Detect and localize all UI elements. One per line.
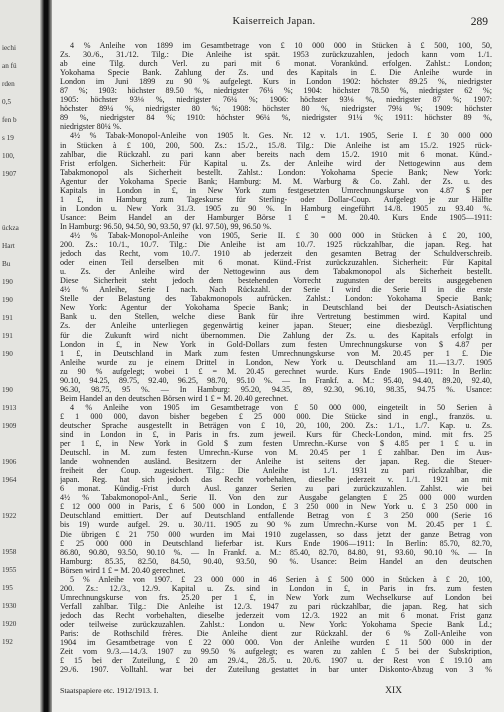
- text-line: Zs. 30./6., 31./12. Tilg.: Die Anleihe ist spät. 1953 zurückzuzahlen, jedoch kann vom 1./1.: [60, 50, 492, 60]
- page-footer: [60, 686, 492, 698]
- binding-fragment: 1920: [2, 620, 17, 628]
- binding-fragment: 191: [2, 332, 13, 340]
- text-line: sind in London in £, in Paris in frs. zum jeweil. Kurs für Check-London, mind. mit frs. 25: [60, 430, 492, 440]
- text-line: Agentur der Yokohama Specie Bank; Hamburg: M. M. Warburg & Co. Zahl. der Zs. u. des: [60, 176, 492, 186]
- text-line: in London u. New York 31./3. 1905 zu 90 %. In Hamburg eingeführt 14./8. 1905 zu 93.40 %.: [60, 203, 492, 213]
- text-line: zu 90 % aufgelegt; wobei 1 £ = M. 20.45 gerechnet wurde. Kurs Ende 1905—1911: In Berlin:: [60, 366, 492, 376]
- text-line: Börsen wird 1 £ = M. 20.40 gerechnet.: [60, 565, 186, 575]
- binding-fragment: fen b: [2, 116, 17, 124]
- signature-line: Staatspapiere etc. 1912/1913. I.: [60, 686, 159, 695]
- binding-fragment: 1930: [2, 602, 17, 610]
- binding-fragment: 0,5: [2, 98, 11, 106]
- text-line: £ 25 000 000 in Deutschland lieferbar ist. Kurs Ende 1906—1911: In Berlin: 85.70, 82.70,: [60, 538, 492, 548]
- text-line: 4½ % Tabak-Monopol-Anleihe von 1905 lt. Ges. Nr. 12 v. 1./1. 1905, Serie I. £ 30 000 000: [70, 131, 492, 141]
- text-line: Bank u. den Stellen, welche diese Bank für ihre Vertretung bestimmen wird. Kapital und: [60, 312, 492, 322]
- text-line: Usance: Beim Handel an der Hamburger Börse 1 £ = M. 20.40. Kurs Ende 1905—1911:: [60, 212, 492, 222]
- text-line: Frist erfolgen. Sicherheit: Für Kapital u. Zs. der Anleihe wird der Nettogewinn aus dem: [60, 158, 492, 168]
- text-line: niedrigster 80¼ %.: [60, 122, 122, 132]
- text-line: London im Juni 1899 zu 90 % aufgelegt. Kurs in London 1902: höchster 89.25 %, niedrigster: [60, 77, 492, 87]
- text-line: Tabakmonopol als Sicherheit bestellt. Zahlst.: London: Yokohama Specie Bank; New York:: [60, 167, 492, 177]
- binding-margin: [0, 0, 44, 712]
- binding-fragment: Hart: [2, 242, 15, 250]
- text-line: jedoch das Recht vorbehalten, dieselbe jederzeit vom 12./3. 1922 an mit 6 monat. Frist ganz: [60, 610, 492, 620]
- text-line: Umrechnungskurse von frs. 25.20 per 1 £, in New York zum Wechselkurse auf London bei: [60, 592, 492, 602]
- binding-fragment: s 19: [2, 134, 14, 142]
- text-line: 96.30, 98.75, 95 %. — In Hamburg: 95.20, 94.35, 89, 92.30, 96.10, 98.35, 94.75 %. Usance:: [60, 384, 492, 394]
- text-line: 1 £, in Hamburg zum Tageskurse für Sterling- oder Dollar-Coup. Aufgelegt je zur Hälfte: [60, 194, 492, 204]
- binding-fragment: 1907: [2, 170, 17, 178]
- sheet-signature: XIX: [385, 686, 402, 696]
- page-number: 289: [470, 16, 488, 28]
- binding-fragment: 1955: [2, 566, 17, 574]
- text-line: Deutschl. in M. zum festen Umrechn.-Kurse von M. 20.45 per 1 £ zahlbar. Den im Aus-: [60, 448, 492, 458]
- text-line: Diese Sicherheit steht jedoch dem bestehenden Vorrecht zugunsten der bereits ausgegebenen: [60, 276, 492, 286]
- binding-fragment: rden: [2, 80, 15, 88]
- binding-fragment: 190: [2, 350, 13, 358]
- text-line: 90.10, 94.25, 89.75, 92.40, 96.25, 98.70, 95.10 %. — In Frankf. a. M.: 95.40, 94.40, 89.20, 92.40,: [60, 375, 492, 385]
- text-line: Deutschland emittiert. Der auf Deutschland entfallende Betrag von £ 3 250 000 (Serie 16: [60, 511, 492, 521]
- text-line: jedoch das Recht, vom 10./7. 1910 ab jederzeit den gesamten Betrag der Schuldverschreib.: [60, 249, 492, 259]
- text-line: oder einen Teil derselben mit 6 monat. Künd.-Frist zurückzuzahlen. Sicherheit: Für Kapital: [60, 258, 492, 268]
- binding-fragment: 190: [2, 278, 13, 286]
- text-line: oder teilweise zurückzuzahlen. Zahlst.: London u. New York: Yokohama Specie Bank Ld.;: [60, 620, 492, 629]
- binding-fragment: 100,: [2, 152, 15, 160]
- text-line: Anleihe wurde zu je einem Drittel in London, New York u. Deutschland am 11.—13./7. 1905: [60, 357, 492, 367]
- binding-fragment: 1964: [2, 476, 17, 484]
- binding-fragment: Bu: [2, 260, 11, 268]
- text-line: 86.80, 90.80, 93.50, 90.10 %. — In Frankf. a. M.: 85.40, 82.70, 84.80, 91, 93.60, 90.10 %. — In: [60, 547, 492, 557]
- binding-fragment: ückza: [2, 224, 19, 232]
- text-line: £ 1 000 000, davon bisher begeben £ 25 000 000. Die Stücke sind in engl., französ. u.: [60, 411, 492, 421]
- binding-fragment: 190: [2, 296, 13, 304]
- text-line: 4 % Anleihe von 1905 im Gesamtbetrage von £ 50 000 000, eingeteilt in 50 Serien à: [70, 402, 492, 412]
- text-line: Kapitals in London in £, in New York zum festgesetzten Umrechnungskurse von 4.87 $ per: [60, 185, 492, 195]
- text-line: Paris: de Rothschild frères. Die Anleihe dient zur Rückzahl. der 6 % Zoll-Anleihe von: [60, 629, 492, 639]
- binding-fragment: iechi: [2, 44, 16, 52]
- text-line: japan. Reg. hat sich jedoch das Recht vorbehalten, dieselbe jederzeit v. 1./1. 1921 an mit: [60, 475, 492, 485]
- text-line: Zs. der Anleihe unterliegen gegenwärtig keiner japan. Steuer; eine diesbezügl. Verpflichtung: [60, 321, 492, 331]
- text-line: 4½ % Anleihe, Serie I nach. Nach Rückzahl. der Serie I wird die Serie II in die erste: [60, 285, 492, 295]
- binding-fragment: 1906: [2, 458, 17, 466]
- text-line: £ 12 000 000 in Paris, £ 6 500 000 in London, £ 3 250 000 in New York u. £ 3 250 000 in: [60, 502, 492, 512]
- text-line: höchster 89¼ %, niedrigster 80 %; 1908: höchster 80 %, niedrigster 79¼ %; 1909: höchster: [60, 104, 492, 114]
- text-line: in Stücken à £ 100, 200, 500. Zs.: 15./2., 15./8. Tilg.: Die Anleihe ist am 15./2. 1925 rück-: [60, 140, 492, 150]
- text-line: u. Zs. der Anleihe wird der Nettogewinn aus dem Tabakmonopol als Sicherheit bestellt.: [60, 267, 492, 277]
- text-line: für die Zukunft wird nicht übernommen. Die Zahlung der Zs. u. des Kapitals erfolgt in: [60, 330, 492, 340]
- text-line: 89 %, niedrigster 84 %; 1910: höchster 96¼ %, niedrigster 91¼ %; 1911: höchster 89 %,: [60, 113, 492, 123]
- binding-fragment: an fü: [2, 62, 17, 70]
- text-line: bis 19) wurde aufgel. 29. u. 30./11. 1905 zu 90 % zum Umrechn.-Kurse von M. 20.45 per 1 £.: [60, 520, 492, 530]
- text-line: deutscher Sprache ausgestellt in Beträgen von £ 10, 20, 100, 200. Zs.: 1./1., 1./7. Kap. u. Zs.: [60, 420, 492, 430]
- text-line: Stelle der Belastung des Tabakmonopols aufrücken. Zahlst.: London: Yokohama Specie Bank;: [60, 294, 492, 304]
- text-line: In Hamburg: 96.50, 94.50, 90, 93.50, 97 (kl. 97.50), 99, 96.50 %.: [60, 221, 272, 231]
- text-line: Yokohama Specie Bank. Zahlung der Zs. und des Kapitals in £. Die Anleihe wurde in: [60, 68, 492, 78]
- body-text: [60, 41, 492, 674]
- text-line: 1904 im Gesamtbetrage von £ 22 000 000. Von der Anleihe wurden £ 11 500 000 in der: [60, 638, 492, 648]
- text-line: Verfall zahlbar. Tilg.: Die Anleihe ist 12./3. 1947 zu pari rückzahlbar, die japan. Reg. hat sich: [60, 601, 492, 611]
- text-line: 200. Zs.: 12./3., 12./9. Kapital u. Zs. sind in London in £, in Paris in frs. zum festen: [60, 583, 492, 593]
- text-line: ab eine Tilg. durch Verl. zu pari mit 6 monat. Vorankünd. erfolgen. Zahlst.: London;: [60, 59, 492, 69]
- text-line: New York: Agentur der Yokohama Specie Bank; in Deutschland bei der Deutsch-Asiatischen: [60, 303, 492, 313]
- binding-fragment: 1913: [2, 404, 17, 412]
- running-head: [60, 16, 488, 30]
- text-line: zahlbar, die Rückzahl. zu pari kann aber bereits nach dem 15./2. 1910 mit 6 monat. Künd.-: [60, 149, 492, 159]
- text-line: London in £, in New York in Gold-Dollars zum festen Umrechnungskurse von $ 4.87 per: [60, 339, 492, 349]
- text-line: per 1 £, in New York in Gold $ zum festen Umrechn.-Kurse von $ 4.85 per 1 £ u. in: [60, 439, 492, 449]
- text-line: 1 £, in Deutschland in Mark zum festen Umrechnungskurse von M. 20.45 per 1 £. Die: [60, 348, 492, 358]
- binding-fragment: 1922: [2, 512, 17, 520]
- text-line: Zeit vom 9./3.—14./3. 1907 zu 99.50 % aufgelegt; es waren zu zahlen £ 5 bei der Subskription,: [60, 647, 492, 657]
- text-line: 4 % Anleihe von 1899 im Gesamtbetrage von £ 10 000 000 in Stücken à £ 500, 100, 50,: [70, 41, 492, 50]
- text-line: lande wohnenden ausländ. Besitzern der Anleihe ist seitens der japan. Reg. die Steuer-: [60, 457, 492, 467]
- binding-fragment: 1909: [2, 422, 17, 430]
- text-line: freiheit der Coup. zugesichert. Tilg.: Die Anleihe ist 1./1. 1931 zu pari rückzahlbar, die: [60, 466, 492, 476]
- text-line: Die übrigen £ 21 750 000 wurden im Mai 1910 zugelassen, so dass jetzt der ganze Betrag von: [60, 529, 492, 539]
- binding-fragment: 1958: [2, 548, 17, 556]
- text-line: Hamburg: 85.35, 82.50, 84.50, 90.40, 93.50, 90 %. Usance: Beim Handel an den deutschen: [60, 556, 492, 566]
- text-line: 5 % Anleihe von 1907. £ 23 000 000 in 46 Serien à £ 500 000 in Stücken à £ 20, 100,: [70, 574, 492, 584]
- text-line: 4½ % Tabak-Monopol-Anleihe von 1905, Serie II. £ 30 000 000 in Stücken à £ 20, 100,: [70, 230, 492, 240]
- book-spine-shadow: [40, 0, 52, 712]
- text-line: 4½ % Tabakmonopol-Anl., Serie II. Von den zur Ausgabe gelangten £ 25 000 000 wurden: [60, 493, 492, 503]
- binding-fragment: 190: [2, 386, 13, 394]
- binding-fragment: 192: [2, 638, 13, 646]
- binding-fragment: 191: [2, 314, 13, 322]
- text-line: 29./6. 1907. Volltahl. war bei der Zuteilung gestattet in bar unter Diskonto-Abzug von 3 %: [60, 665, 492, 675]
- text-line: 200. Zs.: 10./1., 10./7. Tilg.: Die Anleihe ist am 10./7. 1925 rückzahlbar, die japan. Reg. hat: [60, 240, 492, 250]
- text-line: Beim Handel an den deutschen Börsen wird 1 £ = M. 20.40 gerechnet.: [60, 393, 289, 403]
- text-line: £ 15 bei der Zuteilung, £ 20 am 29./4., 28./5. u. 20./6. 1907 u. der Rest von £ 19.10 am: [60, 656, 492, 666]
- text-line: 6 monat. Kündig.-Frist durch Ausl. ganzer Serien zu pari zurückzuzahlen. Zahlst. wie bei: [60, 484, 492, 494]
- page-title: Kaiserreich Japan.: [232, 16, 316, 27]
- text-line: 87 %; 1903: höchster 89.50 %, niedrigster 76¼ %; 1904: höchster 78.50 %, niedrigster 62 %;: [60, 86, 492, 96]
- text-line: 1905: höchster 93⅛ %, niedrigster 76¼ %; 1906: höchster 93⅛ %, niedrigster 87 %; 1907:: [60, 95, 492, 105]
- binding-fragment: 195: [2, 584, 13, 592]
